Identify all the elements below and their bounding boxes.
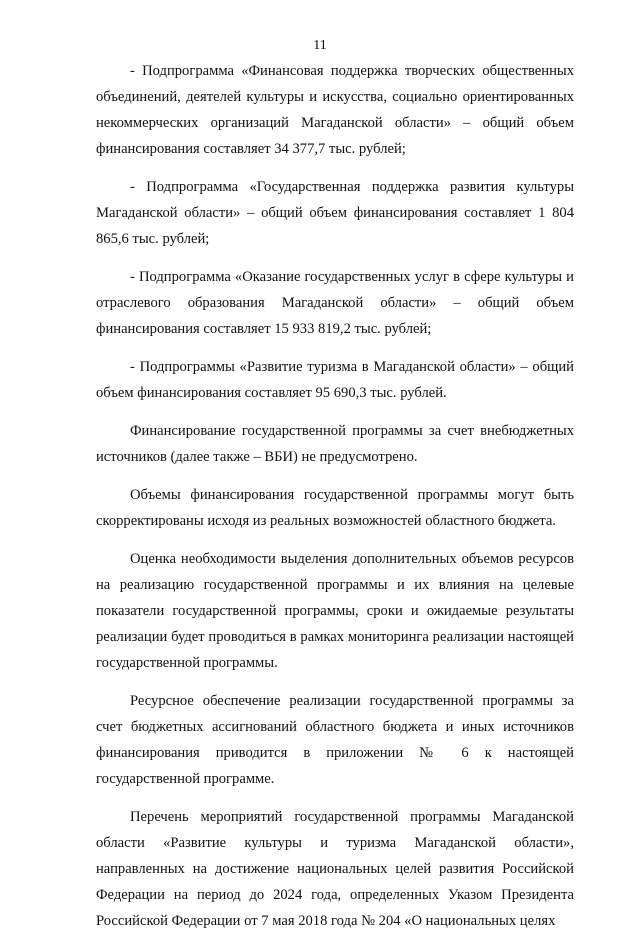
paragraph-extrabudgetary-funding: Финансирование государственной программы за счет внебюджетных источников (далее также – ВБИ) не предусмотрено. [96, 423, 574, 465]
paragraph-subprogram-state-services: - Подпрограмма «Оказание государственных услуг в сфере культуры и отраслевого образования Магаданской области» – общий объем финансирования составляет 15 933 819,2 тыс. рублей; [96, 269, 574, 337]
paragraph-subprogram-tourism: - Подпрограммы «Развитие туризма в Магаданской области» – общий объем финансирования составляет 95 690,3 тыс. рублей. [96, 359, 574, 401]
paragraph-subprogram-culture-development: - Подпрограмма «Государственная поддержка развития культуры Магаданской области» – общий объем финансирования составляет 1 804 865,6 тыс. рублей; [96, 179, 574, 247]
document-body [96, 58, 574, 946]
paragraph-resource-provision: Ресурсное обеспечение реализации государственной программы за счет бюджетных ассигнований областного бюджета и иных источников финансирования приводится в приложении № 6 к настоящей государственной программе. [96, 693, 574, 787]
paragraph-measures-list: Перечень мероприятий государственной программы Магаданской области «Развитие культуры и туризма Магаданской области», направленных на достижение национальных целей развития Российской Федерации на период до 2024 года, определенных Указом Президента Российской Федерации от 7 мая 2018 года № 204 «О национальных целях [96, 809, 574, 929]
page-number: 11 [313, 38, 327, 53]
paragraph-funding-adjustment: Объемы финансирования государственной программы могут быть скорректированы исходя из реальных возможностей областного бюджета. [96, 487, 574, 529]
paragraph-additional-resources-assessment: Оценка необходимости выделения дополнительных объемов ресурсов на реализацию государственной программы и их влияния на целевые показатели государственной программы, сроки и ожидаемые результаты реализации будет проводиться в рамках мониторинга реализации настоящей государственной программы. [96, 551, 574, 671]
paragraph-subprogram-creative-support: - Подпрограмма «Финансовая поддержка творческих общественных объединений, деятелей культуры и искусства, социально ориентированных некоммерческих организаций Магаданской области» – общий объем финансирования составляет 34 377,7 тыс. рублей; [96, 63, 574, 157]
